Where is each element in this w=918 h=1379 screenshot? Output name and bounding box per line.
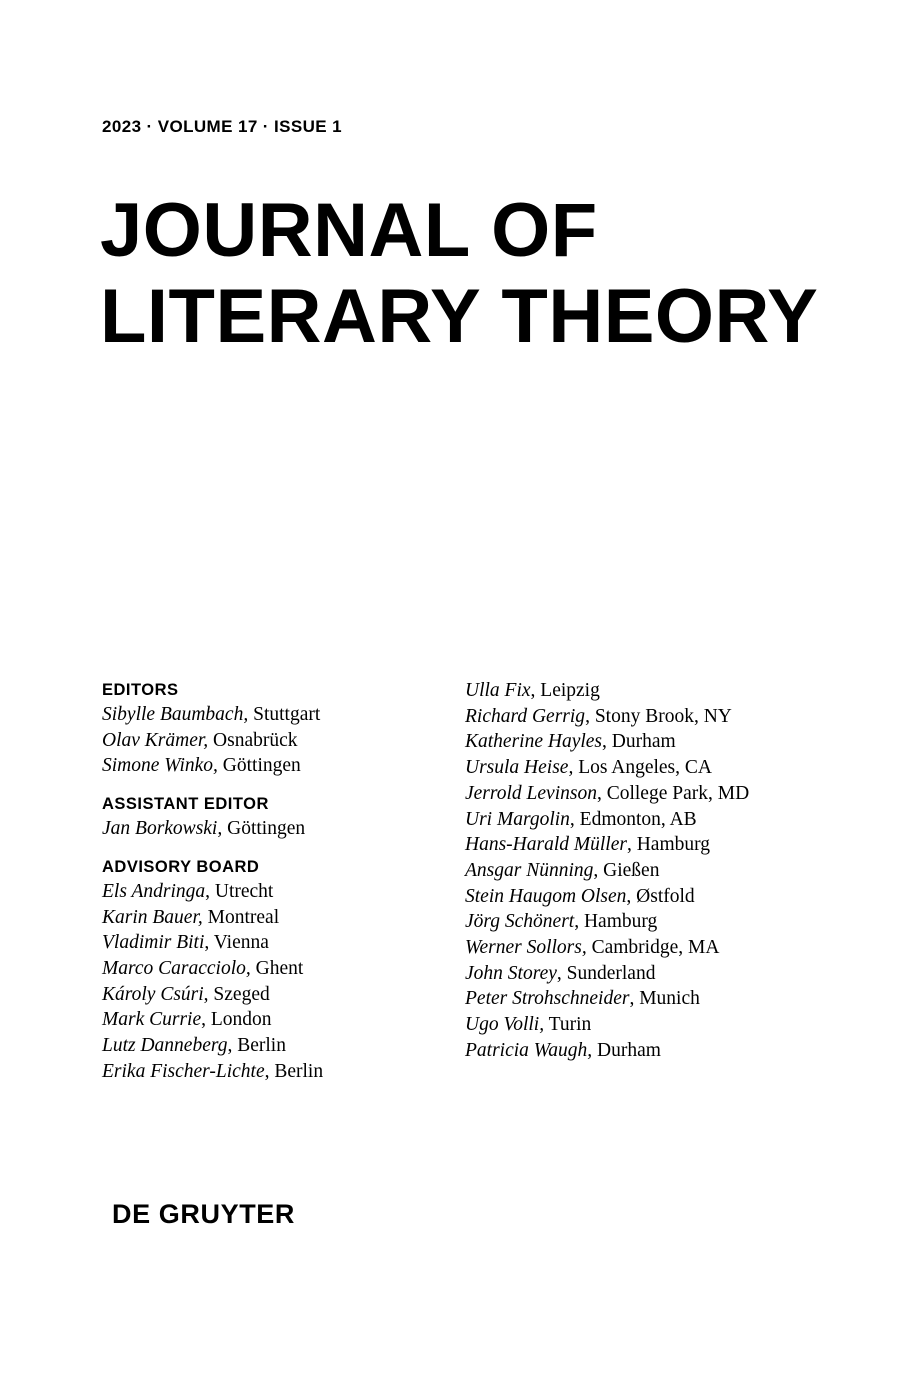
person-entry	[465, 755, 905, 781]
editors-section	[102, 678, 442, 779]
person-name: Els Andringa	[102, 880, 206, 902]
person-entry	[102, 905, 442, 931]
person-name: Karin Bauer,	[102, 906, 203, 928]
person-name: Simone Winko,	[102, 755, 218, 777]
editors-list	[102, 702, 442, 779]
person-entry	[102, 982, 442, 1008]
masthead-left-column	[102, 678, 442, 1084]
person-name: Lutz Danneberg	[102, 1035, 228, 1057]
advisory-board-heading: ADVISORY BOARD	[102, 857, 260, 876]
person-name: Olav Krämer,	[102, 729, 209, 751]
person-entry	[465, 678, 905, 704]
person-entry	[465, 781, 905, 807]
person-name: Sibylle Baumbach,	[102, 704, 249, 725]
person-place: , Durham	[602, 731, 676, 753]
person-place: , Stony Brook, NY	[585, 705, 732, 727]
assistant-editor-list	[102, 816, 442, 842]
publisher-logo: DE GRUYTER	[112, 1199, 296, 1229]
advisory-board-list-left	[102, 879, 442, 1085]
person-name: Vladimir Biti	[102, 932, 205, 954]
person-place: Osnabrück	[208, 729, 298, 751]
person-entry	[102, 1059, 442, 1085]
journal-title	[100, 188, 818, 360]
person-place: , Gießen	[593, 859, 660, 881]
person-place: Montreal	[202, 906, 280, 928]
editors-heading: EDITORS	[102, 681, 179, 699]
person-entry	[465, 1012, 905, 1038]
person-place: Cambridge, MA	[586, 937, 720, 959]
person-place: , Berlin	[227, 1035, 286, 1057]
person-place: , Utrecht	[205, 880, 274, 902]
person-name: Mark Currie	[102, 1009, 202, 1031]
person-name: Jan Borkowski,	[102, 818, 223, 840]
person-name: Stein Haugom Olsen	[465, 885, 627, 907]
person-place: Turin	[544, 1014, 592, 1036]
person-name: Richard Gerrig	[465, 705, 586, 727]
person-name: Jörg Schönert	[465, 911, 575, 933]
person-entry	[102, 753, 442, 779]
person-place: , Østfold	[626, 885, 695, 907]
person-entry	[102, 879, 442, 905]
person-place: , Munich	[629, 988, 700, 1010]
person-place: , Berlin	[264, 1060, 324, 1082]
person-name: Ugo Volli,	[465, 1014, 545, 1036]
person-entry	[465, 832, 905, 858]
person-entry	[102, 728, 442, 754]
masthead-right-column	[465, 678, 905, 1064]
person-name: Ursula Heise,	[465, 757, 574, 779]
person-entry	[465, 909, 905, 935]
person-entry	[465, 729, 905, 755]
person-name: Ulla Fix	[465, 680, 531, 701]
person-place: , Vienna	[204, 932, 269, 954]
person-name: Katherine Hayles	[465, 731, 603, 753]
journal-title-line-2: LITERARY THEORY	[100, 274, 819, 359]
person-name: Werner Sollors,	[465, 937, 587, 959]
person-place: Göttingen	[222, 818, 306, 840]
person-place: Los Angeles, CA	[573, 757, 712, 779]
person-entry	[102, 1007, 442, 1033]
person-name: Hans-Harald Müller	[465, 834, 627, 856]
person-entry	[102, 930, 442, 956]
person-place: Durham	[592, 1039, 661, 1061]
person-entry	[465, 1038, 905, 1064]
person-place: , College Park, MD	[596, 782, 750, 804]
person-name: Károly Csúri	[102, 983, 204, 1005]
person-entry	[465, 858, 905, 884]
issue-line: 2023 · VOLUME 17 · ISSUE 1	[102, 117, 342, 136]
person-entry	[465, 884, 905, 910]
person-name: Erika Fischer-Lichte	[102, 1060, 265, 1082]
person-name: John Storey	[465, 962, 557, 984]
person-entry	[102, 702, 442, 728]
person-entry	[465, 704, 905, 730]
person-entry	[465, 807, 905, 833]
person-place: Stuttgart	[248, 704, 321, 725]
advisory-board-section	[102, 855, 442, 1085]
person-place: , London	[201, 1009, 272, 1031]
person-entry	[465, 961, 905, 987]
person-entry	[102, 1033, 442, 1059]
assistant-editor-heading: ASSISTANT EDITOR	[102, 795, 269, 814]
person-place: Ghent	[250, 957, 304, 979]
person-entry	[465, 986, 905, 1012]
person-entry	[465, 935, 905, 961]
journal-title-line-1: JOURNAL OF	[100, 188, 598, 273]
person-place: , Szeged	[203, 983, 270, 1005]
person-name: Uri Margolin	[465, 808, 570, 830]
person-place: , Leipzig	[530, 680, 600, 701]
person-name: Peter Strohschneider	[465, 988, 630, 1010]
advisory-board-list-right	[465, 678, 905, 1064]
person-place: Göttingen	[217, 755, 301, 777]
person-name: Ansgar Nünning	[465, 859, 594, 881]
person-place: , Sunderland	[556, 962, 656, 984]
person-name: Jerrold Levinson	[465, 782, 597, 804]
person-entry	[102, 956, 442, 982]
person-entry	[102, 816, 442, 842]
person-place: , Edmonton, AB	[569, 808, 697, 830]
person-place: , Hamburg	[574, 911, 658, 933]
person-name: Patricia Waugh,	[465, 1039, 593, 1061]
person-name: Marco Caracciolo,	[102, 957, 251, 979]
assistant-editor-section	[102, 792, 442, 842]
person-place: , Hamburg	[626, 834, 710, 856]
